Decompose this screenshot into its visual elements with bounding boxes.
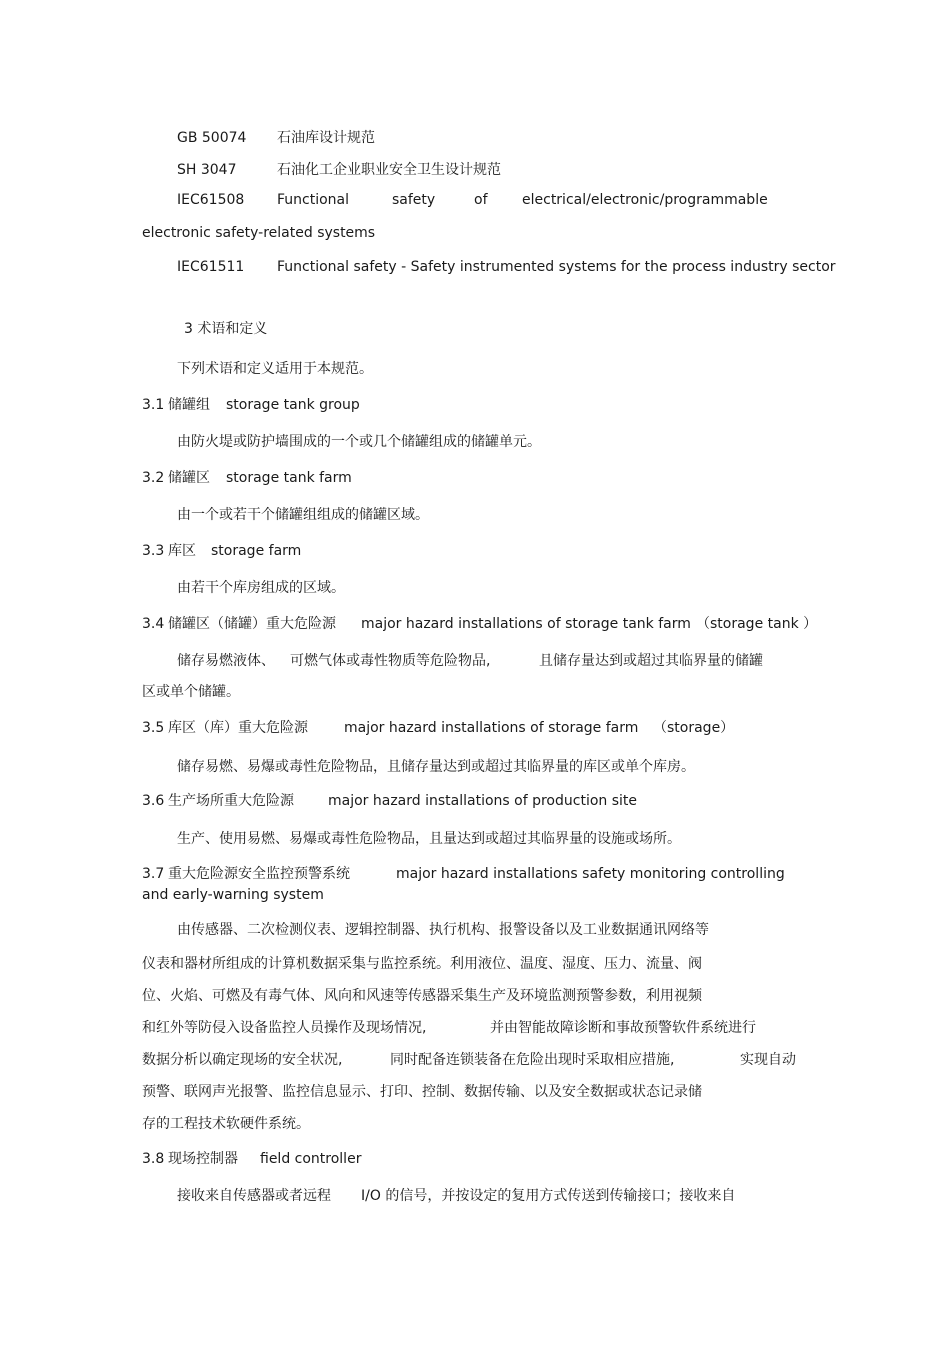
term-definition: 由一个或若干个储罐组组成的储罐区域。	[177, 507, 429, 523]
reference-title-cont: electronic safety-related systems	[142, 225, 376, 241]
reference-title-word: electrical/electronic/programmable	[522, 192, 768, 208]
term-definition-line: 数据分析以确定现场的安全状况,	[142, 1052, 343, 1068]
term-chinese: 储罐组	[168, 397, 210, 413]
reference-title: Functional safety - Safety instrumented systems for the process industry sector	[277, 259, 836, 275]
term-definition-line: 并由智能故障诊断和事故预警软件系统进行	[490, 1020, 756, 1036]
term-chinese: 库区	[168, 543, 196, 559]
term-definition-line: 同时配备连锁装备在危险出现时采取相应措施,	[390, 1052, 675, 1068]
term-definition: 且储存量达到或超过其临界量的储罐	[539, 653, 763, 669]
section-intro: 下列术语和定义适用于本规范。	[177, 361, 373, 377]
reference-title-word: safety	[392, 192, 436, 208]
reference-code: IEC61508	[177, 192, 245, 208]
term-english: major hazard installations of storage farm	[344, 720, 639, 736]
term-definition: 可燃气体或毒性物质等危险物品,	[290, 653, 491, 669]
reference-title-word: of	[474, 192, 488, 208]
reference-code: GB 50074	[177, 130, 247, 146]
term-definition-line: 仪表和器材所组成的计算机数据采集与监控系统。利用液位、温度、湿度、压力、流量、阀	[142, 956, 702, 972]
reference-title: 石油化工企业职业安全卫生设计规范	[277, 162, 501, 178]
term-english: major hazard installations of production site	[328, 793, 638, 809]
term-english-paren: （storage）	[653, 720, 735, 736]
reference-item	[177, 129, 246, 147]
term-chinese: 库区（库）重大危险源	[168, 720, 308, 736]
term-chinese: 重大危险源安全监控预警系统	[168, 866, 350, 882]
term-definition-line: 位、火焰、可燃及有毒气体、风向和风速等传感器采集生产及环境监测预警参数，利用视频	[142, 988, 702, 1004]
term-definition: 由防火堤或防护墙围成的一个或几个储罐组成的储罐单元。	[177, 434, 541, 450]
reference-title-word: Functional	[277, 192, 350, 208]
term-definition: 储存易燃、易爆或毒性危险物品，且储存量达到或超过其临界量的库区或单个库房。	[177, 759, 695, 775]
reference-title: 石油库设计规范	[277, 130, 375, 146]
term-number: 3.8	[142, 1151, 165, 1167]
term-english: major hazard installations of storage tank farm	[361, 616, 691, 632]
term-definition: 由若干个库房组成的区域。	[177, 580, 345, 596]
reference-code: IEC61511	[177, 259, 245, 275]
term-definition-line: 由传感器、二次检测仪表、逻辑控制器、执行机构、报警设备以及工业数据通讯网络等	[177, 922, 709, 938]
term-number: 3.5	[142, 720, 165, 736]
term-number: 3.1	[142, 397, 165, 413]
term-definition: I/O 的信号，并按设定的复用方式传送到传输接口；接收来自	[361, 1188, 736, 1204]
term-english: major hazard installations safety monitoring controlling	[396, 866, 785, 882]
term-definition-line: 实现自动	[740, 1052, 796, 1068]
term-definition: 区或单个储罐。	[142, 684, 240, 700]
term-english: storage tank farm	[226, 470, 352, 486]
term-definition-line: 存的工程技术软硬件系统。	[142, 1116, 310, 1132]
reference-code: SH 3047	[177, 162, 237, 178]
term-definition: 储存易燃液体、	[177, 653, 275, 669]
term-english-cont: and early-warning system	[142, 887, 324, 903]
term-definition-line: 预警、联网声光报警、监控信息显示、打印、控制、数据传输、以及安全数据或状态记录储	[142, 1084, 702, 1100]
term-definition: 生产、使用易燃、易爆或毒性危险物品，且量达到或超过其临界量的设施或场所。	[177, 831, 681, 847]
term-number: 3.3	[142, 543, 165, 559]
term-definition: 接收来自传感器或者远程	[177, 1188, 331, 1204]
term-english: field controller	[260, 1151, 362, 1167]
term-definition-line: 和红外等防侵入设备监控人员操作及现场情况,	[142, 1020, 427, 1036]
term-english: storage tank group	[226, 397, 360, 413]
term-chinese: 储罐区（储罐）重大危险源	[168, 616, 336, 632]
term-english: storage farm	[211, 543, 302, 559]
term-number: 3.4	[142, 616, 165, 632]
term-number: 3.2	[142, 470, 165, 486]
term-chinese: 现场控制器	[168, 1151, 238, 1167]
term-chinese: 储罐区	[168, 470, 210, 486]
term-chinese: 生产场所重大危险源	[168, 793, 294, 809]
section-heading: 3 术语和定义	[184, 321, 268, 337]
term-number: 3.7	[142, 866, 165, 882]
term-english-paren: （storage tank ）	[696, 616, 818, 632]
term-number: 3.6	[142, 793, 165, 809]
